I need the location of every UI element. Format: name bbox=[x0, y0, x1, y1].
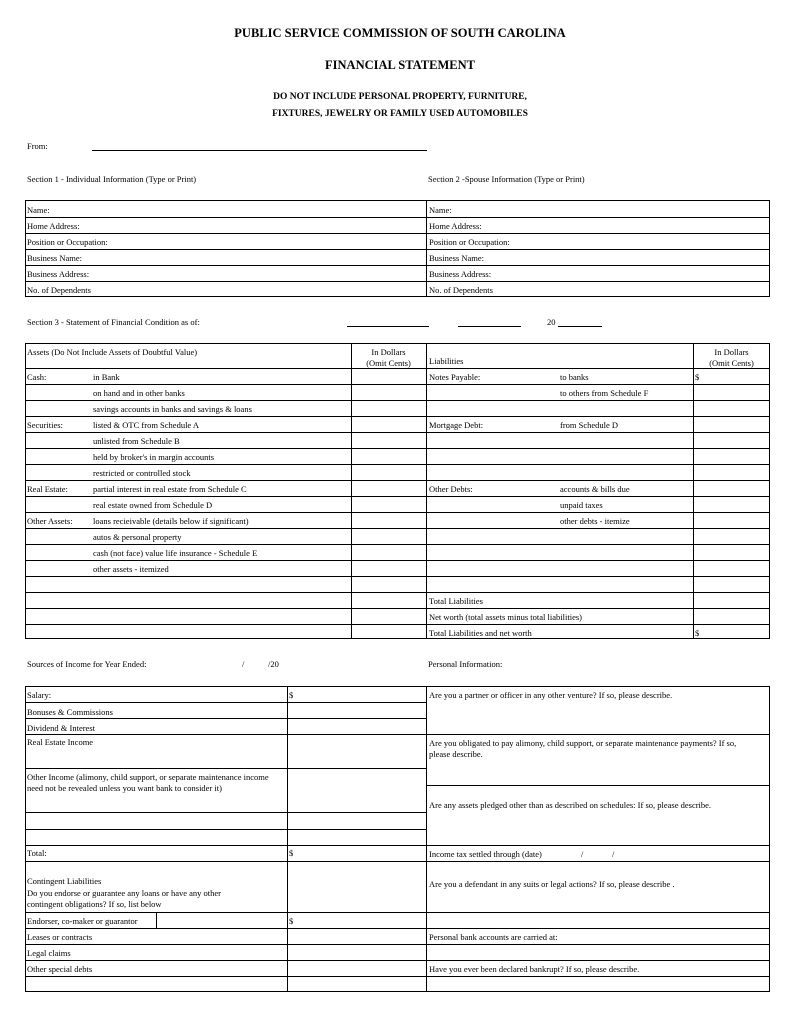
legal-claims-label: Legal claims bbox=[27, 948, 71, 958]
income-personal-table bbox=[25, 686, 770, 992]
salary-label: Salary: bbox=[27, 690, 52, 700]
asset-item: unlisted from Schedule B bbox=[93, 436, 180, 446]
section2-heading: Section 2 -Spouse Information (Type or Print) bbox=[428, 174, 585, 184]
question-partner: Are you a partner or officer in any other venture? If so, please describe. bbox=[429, 690, 673, 700]
question-assets-pledged: Are any assets pledged other than as described on schedules: If so, please describe. bbox=[429, 800, 712, 810]
asset-item: held by broker's in margin accounts bbox=[93, 452, 215, 462]
asset-item: autos & personal property bbox=[93, 532, 182, 542]
form-subtitle: FINANCIAL STATEMENT bbox=[325, 58, 475, 72]
asset-category: Cash: bbox=[27, 372, 47, 382]
asset-item: other assets - itemized bbox=[93, 564, 169, 574]
assets-header: Assets (Do Not Include Assets of Doubtful Value) bbox=[27, 347, 198, 357]
question-defendant: Are you a defendant in any suits or legal actions? If so, please describe . bbox=[429, 879, 675, 889]
section2-field-label: Business Name: bbox=[429, 253, 485, 263]
contingent-heading: Contingent Liabilities bbox=[27, 876, 102, 886]
other-income-label-1: Other Income (alimony, child support, or separate maintenance income bbox=[27, 772, 269, 782]
income-date-year: /20 bbox=[268, 659, 279, 669]
liabilities-dollars-header-2: (Omit Cents) bbox=[709, 358, 754, 368]
liability-item: unpaid taxes bbox=[560, 500, 603, 510]
liability-category: Mortgage Debt: bbox=[429, 420, 484, 430]
question-bank-accounts: Personal bank accounts are carried at: bbox=[429, 932, 558, 942]
liabilities-header: Liabilities bbox=[429, 356, 464, 366]
as-of-year-field[interactable] bbox=[558, 326, 602, 327]
liabilities-dollars-header-1: In Dollars bbox=[714, 347, 749, 357]
income-heading: Sources of Income for Year Ended: bbox=[27, 659, 147, 669]
dividend-label: Dividend & Interest bbox=[27, 723, 95, 733]
liability-item: other debts - itemize bbox=[560, 516, 630, 526]
question-income-tax: Income tax settled through (date) bbox=[429, 849, 542, 859]
asset-item: real estate owned from Schedule D bbox=[93, 500, 213, 510]
other-income-label-2: need not be revealed unless you want bank to consider it) bbox=[27, 783, 222, 793]
notice-line-2: FIXTURES, JEWELRY OR FAMILY USED AUTOMOBILES bbox=[272, 109, 528, 119]
total-dollar-sign: $ bbox=[289, 848, 294, 858]
section1-heading: Section 1 - Individual Information (Type or Print) bbox=[27, 174, 197, 184]
section2-field-label: Home Address: bbox=[429, 221, 482, 231]
income-date-slash: / bbox=[242, 659, 245, 669]
asset-item: restricted or controlled stock bbox=[93, 468, 191, 478]
asset-item: cash (not face) value life insurance - Schedule E bbox=[93, 548, 258, 558]
income-tax-slash-1: / bbox=[581, 849, 584, 859]
salary-dollar-sign: $ bbox=[289, 690, 294, 700]
section1-field-label: No. of Dependents bbox=[27, 285, 91, 295]
asset-item: partial interest in real estate from Schedule C bbox=[93, 484, 247, 494]
assets-dollars-header-1: In Dollars bbox=[371, 347, 406, 357]
liability-category: Notes Payable: bbox=[429, 372, 481, 382]
from-field[interactable] bbox=[92, 150, 427, 151]
liability-category: Total Liabilities and net worth bbox=[429, 628, 532, 638]
as-of-day-field[interactable] bbox=[458, 326, 521, 327]
section2-field-label: Business Address: bbox=[429, 269, 492, 279]
section2-field-label: Position or Occupation: bbox=[429, 237, 510, 247]
question-alimony-1: Are you obligated to pay alimony, child support, or separate maintenance payments? If so, bbox=[429, 738, 737, 748]
asset-item: in Bank bbox=[93, 372, 120, 382]
assets-dollars-header-2: (Omit Cents) bbox=[366, 358, 411, 368]
notice-line-1: DO NOT INCLUDE PERSONAL PROPERTY, FURNITURE, bbox=[273, 92, 527, 102]
liability-category: Total Liabilities bbox=[429, 596, 483, 606]
liabilities-dollar-sign-total: $ bbox=[695, 628, 700, 638]
total-income-label: Total: bbox=[27, 848, 47, 858]
asset-category: Other Assets: bbox=[27, 516, 73, 526]
section1-field-label: Position or Occupation: bbox=[27, 237, 108, 247]
bonuses-label: Bonuses & Commissions bbox=[27, 707, 113, 717]
asset-item: savings accounts in banks and savings & loans bbox=[93, 404, 252, 414]
other-special-debts-label: Other special debts bbox=[27, 964, 93, 974]
contingent-question-1: Do you endorse or guarantee any loans or have any other bbox=[27, 888, 222, 898]
asset-item: loans recieivable (details below if significant) bbox=[93, 516, 249, 526]
liability-item: from Schedule D bbox=[560, 420, 619, 430]
section1-field-label: Name: bbox=[27, 205, 50, 215]
section1-field-label: Business Name: bbox=[27, 253, 83, 263]
section3-heading: Section 3 - Statement of Financial Condition as of: bbox=[27, 317, 200, 327]
leases-label: Leases or contracts bbox=[27, 932, 93, 942]
asset-category: Securities: bbox=[27, 420, 63, 430]
liability-item: to banks bbox=[560, 372, 589, 382]
section2-field-label: Name: bbox=[429, 205, 452, 215]
as-of-month-field[interactable] bbox=[347, 326, 429, 327]
section2-field-label: No. of Dependents bbox=[429, 285, 493, 295]
real-estate-income-label: Real Estate Income bbox=[27, 737, 94, 747]
year-prefix: 20 bbox=[547, 317, 556, 327]
income-tax-slash-2: / bbox=[612, 849, 615, 859]
liability-category: Other Debts: bbox=[429, 484, 473, 494]
from-label: From: bbox=[27, 141, 48, 151]
question-alimony-2: please describe. bbox=[429, 749, 483, 759]
endorser-dollar-sign: $ bbox=[289, 916, 294, 926]
liability-item: to others from Schedule F bbox=[560, 388, 649, 398]
section1-field-label: Home Address: bbox=[27, 221, 80, 231]
form-title: PUBLIC SERVICE COMMISSION OF SOUTH CAROLINA bbox=[234, 26, 566, 40]
endorser-label: Endorser, co-maker or guarantor bbox=[27, 916, 138, 926]
liabilities-dollar-sign-top: $ bbox=[695, 372, 700, 382]
contingent-question-2: contingent obligations? If so, list below bbox=[27, 899, 162, 909]
personal-heading: Personal Information: bbox=[428, 659, 503, 669]
liability-item: accounts & bills due bbox=[560, 484, 630, 494]
asset-category: Real Estate: bbox=[27, 484, 68, 494]
question-bankrupt: Have you ever been declared bankrupt? If so, please describe. bbox=[429, 964, 640, 974]
asset-item: on hand and in other banks bbox=[93, 388, 185, 398]
asset-item: listed & OTC from Schedule A bbox=[93, 420, 200, 430]
liability-category: Net worth (total assets minus total liabilities) bbox=[429, 612, 582, 622]
section1-field-label: Business Address: bbox=[27, 269, 90, 279]
